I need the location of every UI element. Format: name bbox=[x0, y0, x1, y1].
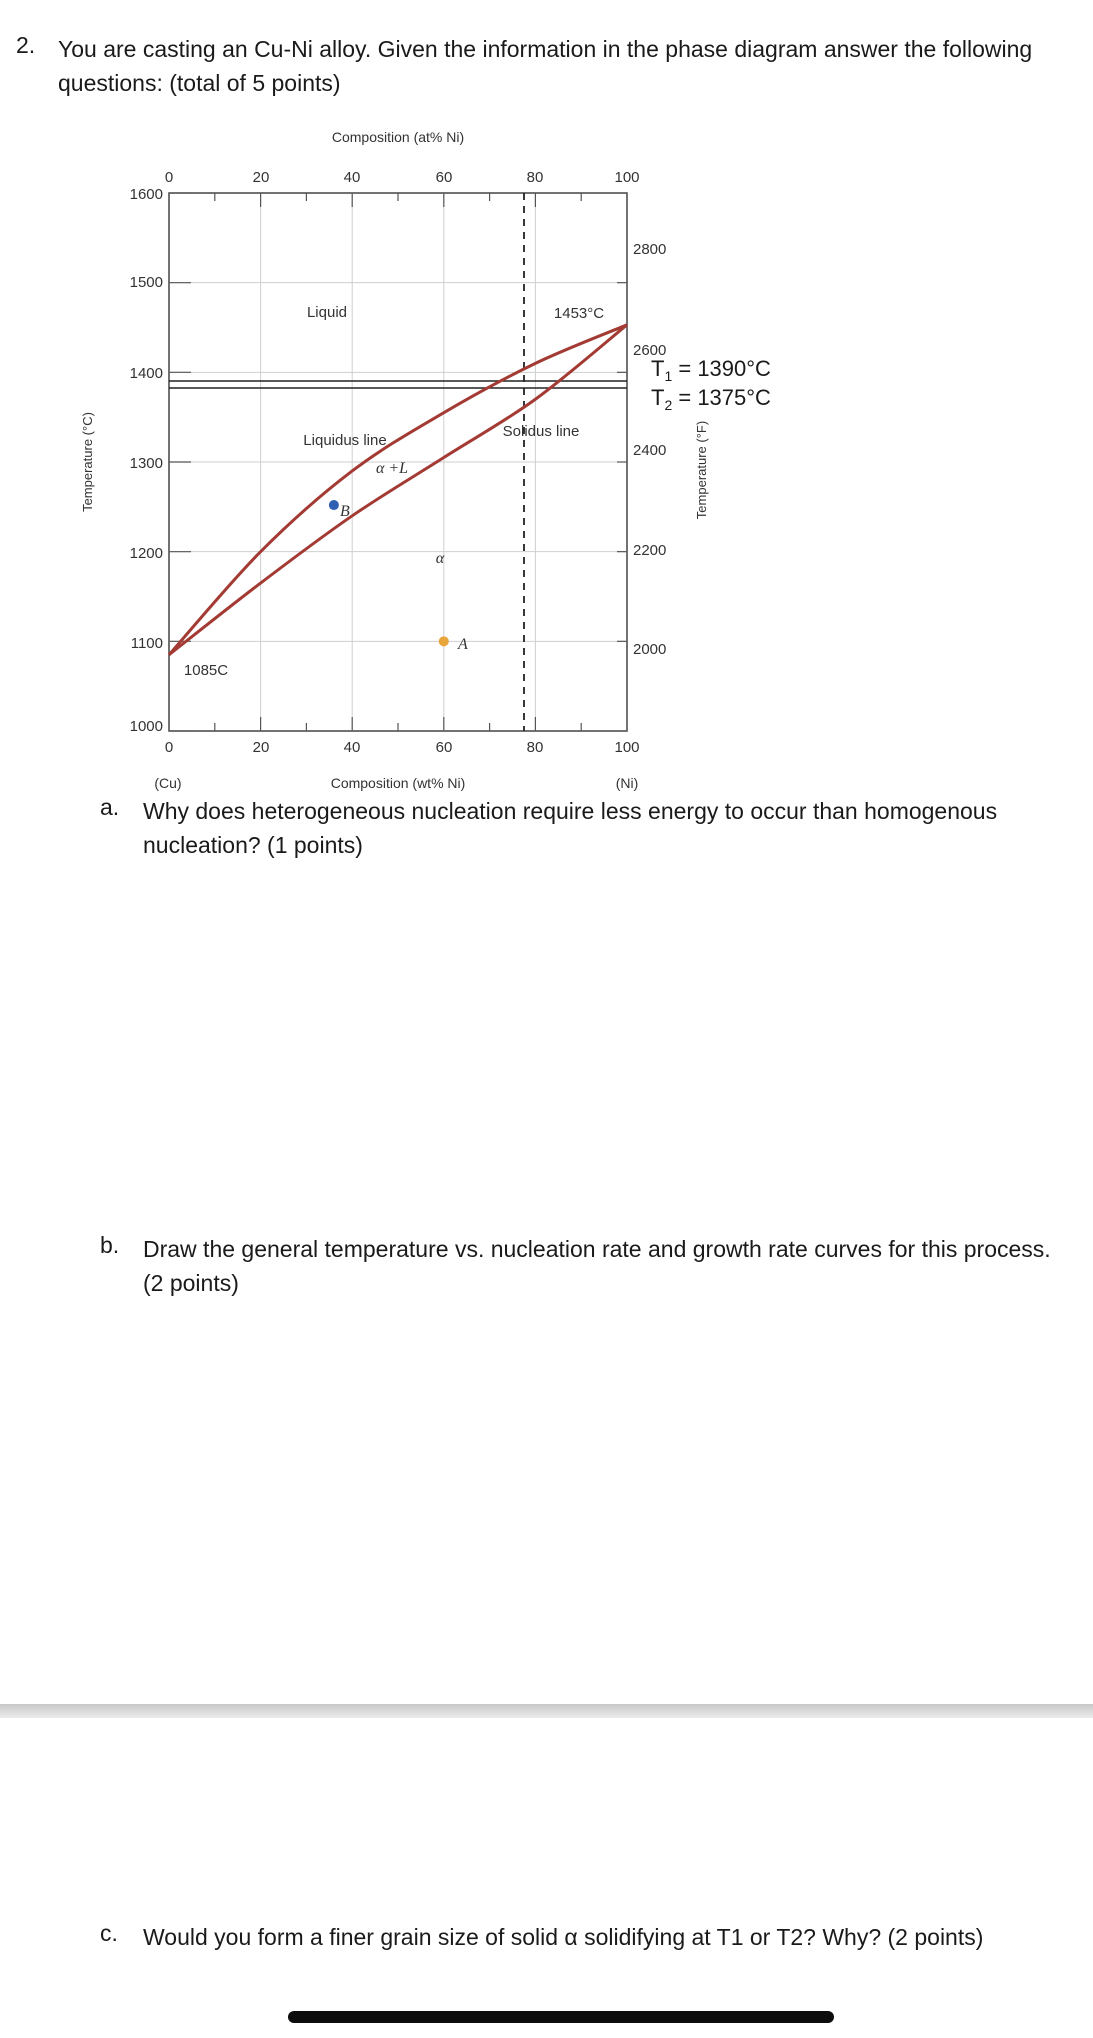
y-left-1400: 1400 bbox=[129, 365, 163, 382]
bottom-tick-100: 100 bbox=[614, 739, 640, 756]
top-tick-80: 80 bbox=[526, 169, 544, 186]
t2-subscript: 2 bbox=[664, 397, 673, 413]
t1-label bbox=[651, 356, 771, 384]
question-text: You are casting an Cu-Ni alloy. Given the information in the phase diagram answer the following questions: (total of 5 points) bbox=[58, 36, 1033, 96]
bottom-tick-20: 20 bbox=[252, 739, 270, 756]
t2-label bbox=[651, 385, 771, 413]
bottom-tick-60: 60 bbox=[435, 739, 453, 756]
y-left-1600: 1600 bbox=[129, 186, 163, 203]
point-b-label: B bbox=[340, 503, 350, 520]
top-axis-title: Composition (at% Ni) bbox=[331, 129, 465, 145]
y-left-1100: 1100 bbox=[130, 635, 163, 652]
y-left-1000: 1000 bbox=[129, 718, 163, 735]
y-left-1300: 1300 bbox=[129, 455, 163, 472]
y-right-tick-labels bbox=[633, 241, 666, 658]
y-left-1500: 1500 bbox=[129, 274, 163, 291]
part-a-text: Why does heterogeneous nucleation require less energy to occur than homogenous nucleation? (1 points) bbox=[143, 798, 998, 858]
y-right-title: Temperature (°F) bbox=[694, 420, 709, 520]
bottom-tick-40: 40 bbox=[343, 739, 361, 756]
melting-ni-label: 1453°C bbox=[553, 305, 605, 322]
t1-subscript: 1 bbox=[664, 368, 673, 384]
t2-symbol: T bbox=[651, 385, 665, 410]
part-a-letter: a. bbox=[100, 794, 120, 820]
top-tick-60: 60 bbox=[435, 169, 453, 186]
y-right-2600: 2600 bbox=[633, 342, 667, 359]
left-end-label: (Cu) bbox=[154, 775, 182, 791]
melting-cu-label: 1085C bbox=[183, 662, 229, 679]
top-tick-100: 100 bbox=[614, 169, 640, 186]
liquidus-line-label: Liquidus line bbox=[303, 432, 387, 449]
point-a-label: A bbox=[458, 636, 468, 653]
y-right-2000: 2000 bbox=[633, 641, 667, 658]
solidus-line-label: Solidus line bbox=[502, 423, 580, 440]
phase-diagram bbox=[0, 0, 1093, 800]
t1-value: = 1390°C bbox=[672, 356, 771, 381]
part-b-text: Draw the general temperature vs. nucleation rate and growth rate curves for this process. (2 points) bbox=[143, 1236, 1051, 1296]
y-right-2800: 2800 bbox=[633, 241, 667, 258]
home-indicator[interactable] bbox=[288, 2011, 834, 2023]
top-tick-labels bbox=[165, 169, 640, 186]
t2-value: = 1375°C bbox=[672, 385, 771, 410]
bottom-tick-80: 80 bbox=[526, 739, 544, 756]
region-two-phase-label: α +L bbox=[375, 460, 409, 477]
solidus-curve bbox=[169, 325, 627, 655]
y-left-tick-labels bbox=[130, 186, 163, 735]
point-a-marker bbox=[439, 636, 449, 646]
liquidus-curve bbox=[169, 325, 627, 655]
part-b-letter: b. bbox=[100, 1232, 120, 1258]
right-end-label: (Ni) bbox=[615, 775, 639, 791]
page-divider bbox=[0, 1704, 1093, 1718]
y-right-2200: 2200 bbox=[633, 542, 667, 559]
y-right-2400: 2400 bbox=[633, 442, 667, 459]
point-b-marker bbox=[329, 500, 339, 510]
y-left-title: Temperature (°C) bbox=[80, 412, 95, 512]
top-tick-20: 20 bbox=[252, 169, 270, 186]
bottom-tick-0: 0 bbox=[164, 739, 174, 756]
bottom-tick-labels bbox=[165, 739, 640, 756]
top-tick-40: 40 bbox=[343, 169, 361, 186]
top-tick-0: 0 bbox=[164, 169, 174, 186]
region-liquid-label: Liquid bbox=[306, 304, 348, 321]
bottom-axis-title: Composition (wt% Ni) bbox=[330, 775, 466, 791]
part-c-letter: c. bbox=[100, 1920, 118, 1946]
region-alpha-label: α bbox=[435, 550, 445, 567]
y-left-1200: 1200 bbox=[129, 545, 163, 562]
question-number: 2. bbox=[16, 32, 36, 58]
part-c-text: Would you form a finer grain size of solid α solidifying at T1 or T2? Why? (2 points) bbox=[143, 1924, 984, 1950]
t1-symbol: T bbox=[651, 356, 665, 381]
